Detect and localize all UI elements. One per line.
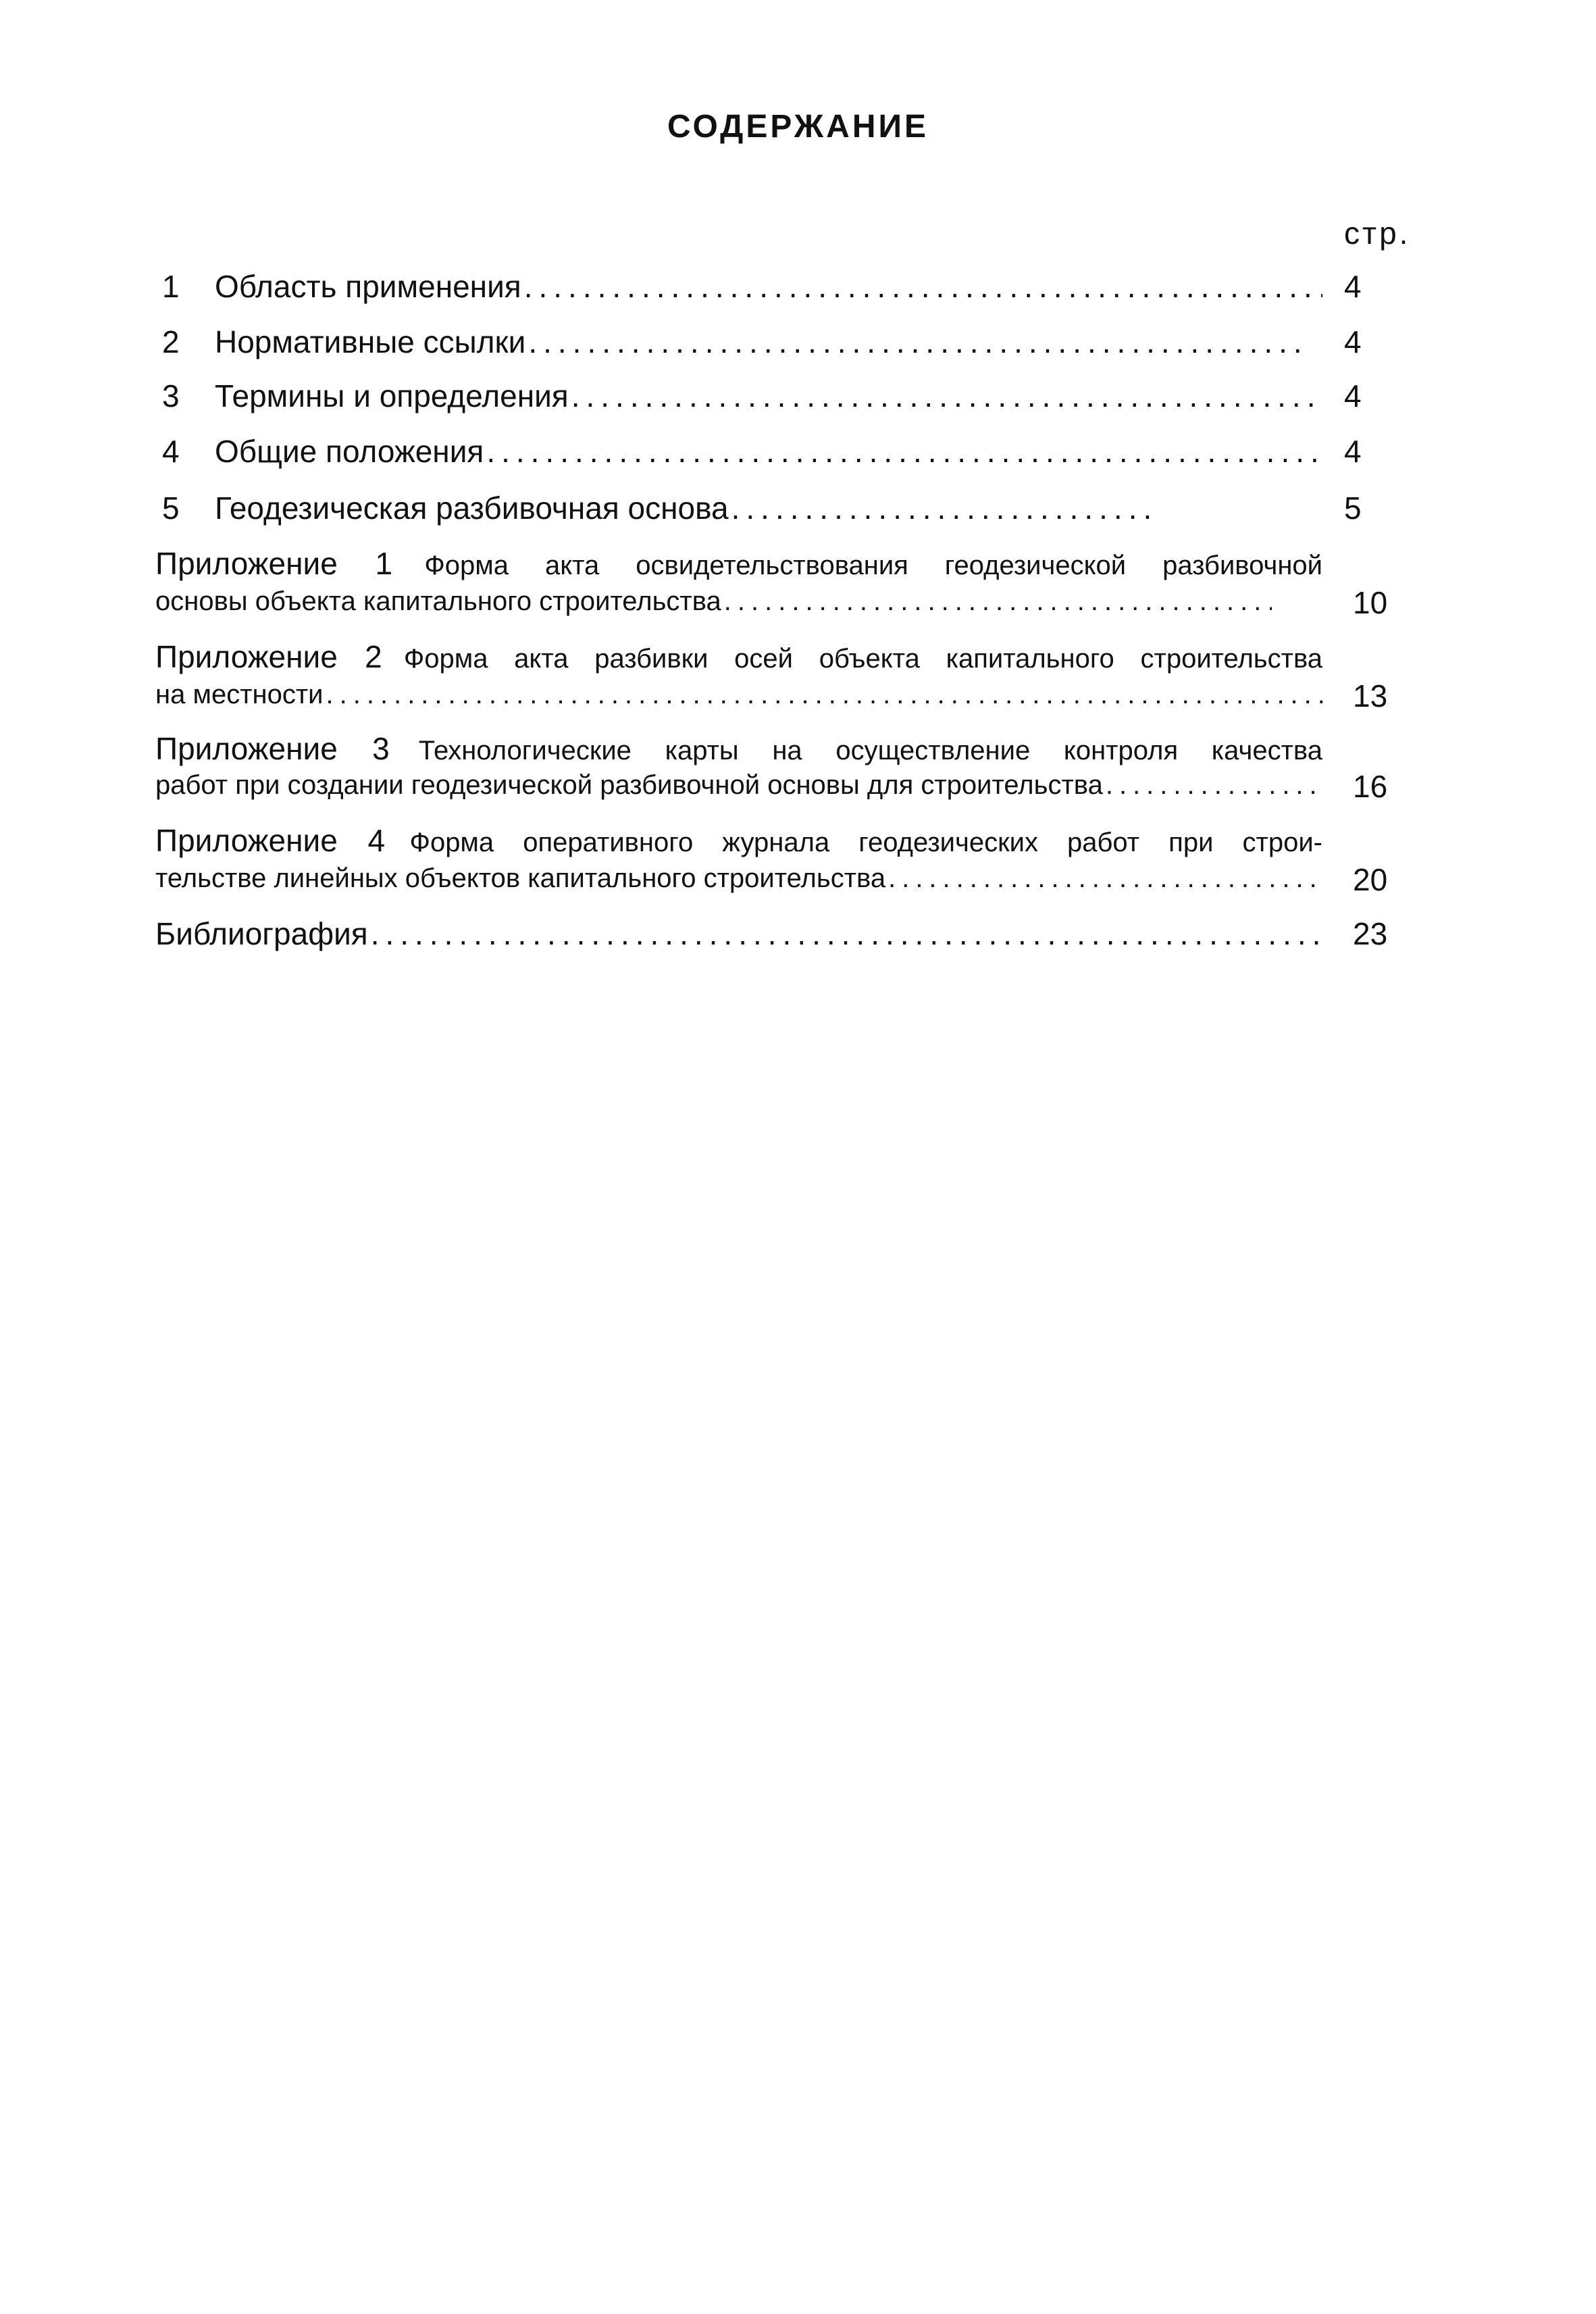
appendix-label: Приложение 4 <box>155 823 386 858</box>
page-number: 20 <box>1353 862 1388 897</box>
toc-entry-bibliography[interactable] <box>0 913 1596 954</box>
page-number: 4 <box>1344 269 1362 304</box>
toc-entry-section-2[interactable] <box>0 322 1596 362</box>
toc-entry-title-row <box>155 913 1322 954</box>
dot-leader <box>368 913 1322 954</box>
dot-leader <box>521 266 1322 307</box>
toc-entry-section-3[interactable] <box>0 376 1596 416</box>
appendix-label: Приложение 1 <box>155 546 393 581</box>
appendix-title-line-2: на местности <box>155 680 324 709</box>
page-column-header: стр. <box>1344 216 1411 251</box>
appendix-title-line-1: Форма акта разбивки осей объекта капитального строительства <box>403 644 1322 674</box>
toc-entry-appendix-1-continued <box>0 582 1596 623</box>
toc-entry-appendix-3-continued <box>0 766 1596 807</box>
page-number: 16 <box>1353 769 1388 804</box>
page-number: 5 <box>1344 491 1362 526</box>
section-title: Термины и определения <box>215 378 569 413</box>
dot-leader <box>484 431 1322 472</box>
dot-leader <box>1103 766 1322 804</box>
appendix-title-line-1: Форма акта освидетельствования геодезической разбивочной <box>424 551 1322 580</box>
dot-leader <box>721 582 1272 620</box>
toc-entry-title-row <box>215 488 1154 528</box>
section-number: 3 <box>162 378 180 413</box>
appendix-title-line-2: тельстве линейных объектов капитального строительства <box>155 863 886 893</box>
dot-leader <box>324 676 1322 713</box>
toc-entry-title-row <box>155 859 1322 897</box>
page-number: 4 <box>1344 434 1362 469</box>
appendix-title-line-1: Технологические карты на осуществление контроля качества <box>418 736 1322 765</box>
toc-entry-title-row <box>155 676 1322 713</box>
section-number: 4 <box>162 434 180 469</box>
page-number: 23 <box>1353 916 1388 951</box>
page-number: 10 <box>1353 585 1388 620</box>
toc-entry-title-row <box>155 582 1272 620</box>
dot-leader <box>525 322 1306 362</box>
toc-entry-title-row <box>215 431 1322 472</box>
toc-entry-title-row <box>215 266 1322 307</box>
section-number: 2 <box>162 324 180 359</box>
appendix-label: Приложение 2 <box>155 639 382 674</box>
toc-entry-title-row <box>215 322 1306 362</box>
toc-entry-title-row <box>155 766 1322 804</box>
section-title: Нормативные ссылки <box>215 324 526 359</box>
page-number: 4 <box>1344 378 1362 413</box>
section-number: 5 <box>162 491 180 526</box>
toc-entry-section-1[interactable] <box>0 266 1596 307</box>
page-number: 13 <box>1353 678 1388 713</box>
toc-entry-appendix-4-continued <box>0 859 1596 900</box>
toc-entry-title-row <box>215 376 1322 416</box>
section-title: Область применения <box>215 269 521 304</box>
page-number: 4 <box>1344 324 1362 359</box>
appendix-title-line-2: основы объекта капитального строительства <box>155 586 721 616</box>
dot-leader <box>729 488 1154 528</box>
section-title: Геодезическая разбивочная основа <box>215 491 729 526</box>
section-number: 1 <box>162 269 180 304</box>
dot-leader <box>569 376 1322 416</box>
appendix-title-line-1: Форма оперативного журнала геодезических работ при строи- <box>409 828 1322 857</box>
appendix-label: Приложение 3 <box>155 731 390 766</box>
bibliography-title: Библиография <box>155 916 368 951</box>
dot-leader <box>885 859 1322 897</box>
toc-entry-section-4[interactable] <box>0 431 1596 472</box>
toc-entry-section-5[interactable] <box>0 488 1596 528</box>
appendix-title-line-2: работ при создании геодезической разбивочной основы для строительства <box>155 770 1103 800</box>
toc-entry-appendix-2-continued <box>0 676 1596 716</box>
section-title: Общие положения <box>215 434 484 469</box>
page-title: СОДЕРЖАНИЕ <box>667 109 929 145</box>
